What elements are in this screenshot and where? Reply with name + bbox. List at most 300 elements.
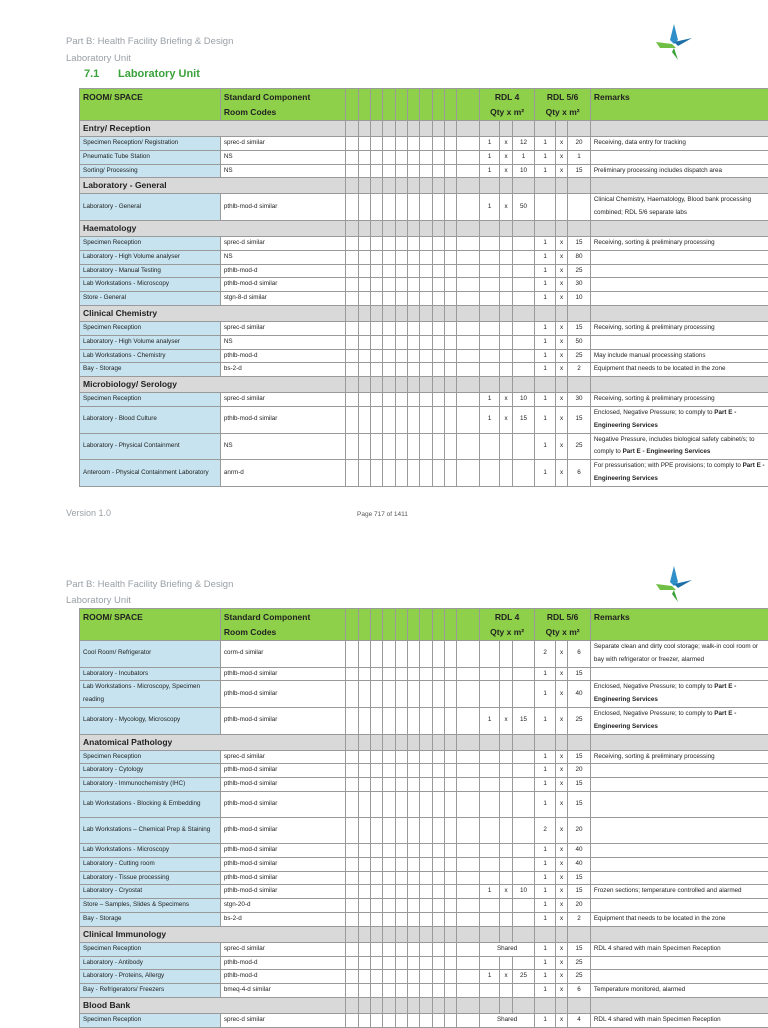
remarks bbox=[590, 681, 768, 708]
blank-cell bbox=[346, 236, 358, 250]
blank-cell bbox=[370, 349, 382, 363]
rdl4-qty bbox=[479, 321, 500, 335]
column-header-code-line2: Room Codes bbox=[224, 105, 342, 120]
remarks bbox=[590, 433, 768, 460]
room-code: pthlb-mod-d bbox=[220, 349, 345, 363]
column-header-rdl56 bbox=[535, 89, 591, 121]
rdl56-times: x bbox=[555, 278, 567, 292]
blank-cell bbox=[457, 885, 480, 899]
room-code: pthlb-mod-d similar bbox=[220, 667, 345, 681]
rdl56-qty: 1 bbox=[535, 843, 556, 857]
room-name: Laboratory - Immunochemistry (IHC) bbox=[80, 778, 221, 792]
group-blank-cell bbox=[444, 734, 456, 750]
rdl4-area bbox=[512, 791, 535, 817]
group-blank-cell bbox=[370, 121, 382, 137]
rdl4-area: 25 bbox=[512, 970, 535, 984]
group-blank-cell bbox=[500, 377, 512, 393]
group-blank-cell bbox=[395, 121, 407, 137]
room-name: Laboratory - General bbox=[80, 194, 221, 221]
remarks bbox=[590, 871, 768, 885]
rdl56-qty: 1 bbox=[535, 433, 556, 460]
group-blank-cell bbox=[590, 997, 768, 1013]
rdl4-times bbox=[500, 817, 512, 843]
blank-cell bbox=[395, 667, 407, 681]
blank-cell bbox=[395, 871, 407, 885]
blank-cell bbox=[457, 349, 480, 363]
group-blank-cell bbox=[432, 377, 444, 393]
blank-cell bbox=[383, 942, 395, 956]
remarks bbox=[590, 843, 768, 857]
group-blank-cell bbox=[383, 220, 395, 236]
group-blank-cell bbox=[535, 377, 556, 393]
remarks-text: Equipment that needs to be located in the zone bbox=[594, 365, 726, 372]
rdl4-area bbox=[512, 321, 535, 335]
room-code: NS bbox=[220, 250, 345, 264]
blank-cell bbox=[457, 750, 480, 764]
room-code: pthlb-mod-d similar bbox=[220, 194, 345, 221]
blank-cell bbox=[407, 194, 419, 221]
table-row bbox=[80, 764, 768, 778]
column-header-blank bbox=[432, 89, 444, 121]
rdl56-area: 25 bbox=[568, 956, 591, 970]
group-blank-cell bbox=[432, 178, 444, 194]
blank-cell bbox=[457, 667, 480, 681]
rdl56-times: x bbox=[555, 843, 567, 857]
blank-cell bbox=[420, 984, 432, 998]
remarks-text: Receiving, sorting & preliminary processing bbox=[594, 395, 715, 402]
group-blank-cell bbox=[590, 305, 768, 321]
table-row bbox=[80, 667, 768, 681]
accommodation-table-page-2 bbox=[79, 608, 768, 1028]
blank-cell bbox=[370, 236, 382, 250]
column-header-rdl56-line1: RDL 5/6 bbox=[538, 90, 587, 105]
blank-cell bbox=[370, 857, 382, 871]
blank-cell bbox=[457, 194, 480, 221]
room-code: bs-2-d bbox=[220, 363, 345, 377]
blank-cell bbox=[383, 349, 395, 363]
blank-cell bbox=[420, 433, 432, 460]
rdl4-qty bbox=[479, 250, 500, 264]
blank-cell bbox=[370, 899, 382, 913]
blank-cell bbox=[358, 764, 370, 778]
blank-cell bbox=[432, 1013, 444, 1027]
blank-cell bbox=[444, 956, 456, 970]
blank-cell bbox=[420, 912, 432, 926]
group-blank-cell bbox=[395, 377, 407, 393]
blank-cell bbox=[457, 641, 480, 668]
group-blank-cell bbox=[420, 377, 432, 393]
blank-cell bbox=[407, 641, 419, 668]
rdl4-qty bbox=[479, 750, 500, 764]
table-row bbox=[80, 264, 768, 278]
rdl56-qty: 1 bbox=[535, 460, 556, 487]
blank-cell bbox=[358, 393, 370, 407]
blank-cell bbox=[395, 137, 407, 151]
rdl56-qty: 1 bbox=[535, 984, 556, 998]
rdl56-times: x bbox=[555, 871, 567, 885]
column-header-room: ROOM/ SPACE bbox=[80, 609, 221, 641]
blank-cell bbox=[395, 707, 407, 734]
group-blank-cell bbox=[568, 178, 591, 194]
blank-cell bbox=[407, 871, 419, 885]
blank-cell bbox=[432, 707, 444, 734]
blank-cell bbox=[358, 871, 370, 885]
column-header-blank bbox=[420, 89, 432, 121]
blank-cell bbox=[395, 236, 407, 250]
blank-cell bbox=[395, 750, 407, 764]
blank-cell bbox=[346, 321, 358, 335]
blank-cell bbox=[444, 885, 456, 899]
rdl4-area bbox=[512, 778, 535, 792]
table-row bbox=[80, 885, 768, 899]
blank-cell bbox=[444, 433, 456, 460]
blank-cell bbox=[444, 460, 456, 487]
group-blank-cell bbox=[568, 305, 591, 321]
group-blank-cell bbox=[395, 926, 407, 942]
group-blank-cell bbox=[555, 734, 567, 750]
group-blank-cell bbox=[358, 220, 370, 236]
table-row bbox=[80, 321, 768, 335]
blank-cell bbox=[457, 707, 480, 734]
rdl4-times bbox=[500, 750, 512, 764]
rdl4-qty bbox=[479, 264, 500, 278]
room-name: Specimen Reception bbox=[80, 393, 221, 407]
column-header-blank bbox=[346, 609, 358, 641]
room-name: Bay - Storage bbox=[80, 912, 221, 926]
blank-cell bbox=[444, 817, 456, 843]
room-code: stgn-20-d bbox=[220, 899, 345, 913]
blank-cell bbox=[420, 150, 432, 164]
blank-cell bbox=[383, 433, 395, 460]
table-row bbox=[80, 433, 768, 460]
blank-cell bbox=[358, 321, 370, 335]
column-header-rdl4-line1: RDL 4 bbox=[483, 90, 532, 105]
rdl4-times bbox=[500, 871, 512, 885]
group-blank-cell bbox=[346, 178, 358, 194]
table-row bbox=[80, 912, 768, 926]
group-blank-cell bbox=[568, 734, 591, 750]
rdl56-area: 25 bbox=[568, 970, 591, 984]
blank-cell bbox=[407, 460, 419, 487]
rdl56-area: 15 bbox=[568, 871, 591, 885]
rdl4-times: x bbox=[500, 137, 512, 151]
rdl4-area bbox=[512, 681, 535, 708]
group-blank-cell bbox=[395, 220, 407, 236]
blank-cell bbox=[370, 750, 382, 764]
group-blank-cell bbox=[346, 997, 358, 1013]
blank-cell bbox=[420, 871, 432, 885]
blank-cell bbox=[457, 250, 480, 264]
group-blank-cell bbox=[358, 305, 370, 321]
rdl4-area: 15 bbox=[512, 707, 535, 734]
remarks-text: Enclosed, Negative Pressure; to comply to bbox=[594, 683, 714, 690]
blank-cell bbox=[432, 335, 444, 349]
column-header-blank bbox=[457, 89, 480, 121]
group-blank-cell bbox=[479, 220, 500, 236]
group-blank-cell bbox=[457, 121, 480, 137]
blank-cell bbox=[444, 984, 456, 998]
rdl56-area: 20 bbox=[568, 817, 591, 843]
group-blank-cell bbox=[358, 178, 370, 194]
group-heading: Anatomical Pathology bbox=[80, 734, 346, 750]
remarks bbox=[590, 335, 768, 349]
group-blank-cell bbox=[370, 220, 382, 236]
column-header-blank bbox=[407, 609, 419, 641]
rdl56-qty: 1 bbox=[535, 899, 556, 913]
blank-cell bbox=[370, 970, 382, 984]
group-blank-cell bbox=[420, 997, 432, 1013]
remarks-text: Receiving, data entry for tracking bbox=[594, 139, 686, 146]
rdl4-area bbox=[512, 335, 535, 349]
blank-cell bbox=[395, 393, 407, 407]
blank-cell bbox=[395, 292, 407, 306]
blank-cell bbox=[444, 150, 456, 164]
rdl4-qty bbox=[479, 956, 500, 970]
group-blank-cell bbox=[479, 997, 500, 1013]
rdl56-area: 20 bbox=[568, 899, 591, 913]
blank-cell bbox=[444, 641, 456, 668]
blank-cell bbox=[370, 250, 382, 264]
room-name: Specimen Reception bbox=[80, 1013, 221, 1027]
remarks bbox=[590, 885, 768, 899]
blank-cell bbox=[370, 264, 382, 278]
group-blank-cell bbox=[358, 377, 370, 393]
rdl56-area: 15 bbox=[568, 885, 591, 899]
blank-cell bbox=[407, 750, 419, 764]
group-heading-row bbox=[80, 305, 768, 321]
rdl56-qty: 1 bbox=[535, 750, 556, 764]
group-heading: Haematology bbox=[80, 220, 346, 236]
blank-cell bbox=[395, 778, 407, 792]
group-blank-cell bbox=[407, 377, 419, 393]
group-blank-cell bbox=[500, 305, 512, 321]
blank-cell bbox=[407, 433, 419, 460]
remarks bbox=[590, 750, 768, 764]
rdl4-qty bbox=[479, 791, 500, 817]
blank-cell bbox=[444, 137, 456, 151]
remarks bbox=[590, 236, 768, 250]
blank-cell bbox=[420, 667, 432, 681]
room-name: Laboratory - Cutting room bbox=[80, 857, 221, 871]
rdl56-times: x bbox=[555, 857, 567, 871]
rdl4-qty bbox=[479, 681, 500, 708]
blank-cell bbox=[457, 956, 480, 970]
rdl4-area: 10 bbox=[512, 164, 535, 178]
blank-cell bbox=[444, 194, 456, 221]
blank-cell bbox=[370, 984, 382, 998]
rdl56-area: 50 bbox=[568, 335, 591, 349]
remarks-bold-reference: Part E - Engineering Services bbox=[594, 409, 736, 429]
rdl4-area bbox=[512, 460, 535, 487]
blank-cell bbox=[395, 349, 407, 363]
room-name: Lab Workstations - Blocking & Embedding bbox=[80, 791, 221, 817]
table-row bbox=[80, 750, 768, 764]
table-row bbox=[80, 1013, 768, 1027]
blank-cell bbox=[346, 912, 358, 926]
table-row bbox=[80, 393, 768, 407]
room-name: Bay - Refrigerators/ Freezers bbox=[80, 984, 221, 998]
blank-cell bbox=[444, 335, 456, 349]
blank-cell bbox=[370, 164, 382, 178]
blank-cell bbox=[457, 406, 480, 433]
group-blank-cell bbox=[395, 305, 407, 321]
room-name: Cool Room/ Refrigerator bbox=[80, 641, 221, 668]
rdl4-times: x bbox=[500, 406, 512, 433]
rdl4-qty bbox=[479, 871, 500, 885]
group-blank-cell bbox=[568, 220, 591, 236]
rdl4-area bbox=[512, 292, 535, 306]
blank-cell bbox=[407, 899, 419, 913]
group-blank-cell bbox=[383, 305, 395, 321]
blank-cell bbox=[383, 292, 395, 306]
group-heading-row bbox=[80, 997, 768, 1013]
rdl4-qty bbox=[479, 857, 500, 871]
blank-cell bbox=[432, 764, 444, 778]
room-name: Lab Workstations – Chemical Prep & Staining bbox=[80, 817, 221, 843]
room-name: Laboratory - Proteins, Allergy bbox=[80, 970, 221, 984]
remarks bbox=[590, 1013, 768, 1027]
blank-cell bbox=[370, 791, 382, 817]
blank-cell bbox=[358, 942, 370, 956]
room-code: sprec-d similar bbox=[220, 321, 345, 335]
blank-cell bbox=[420, 843, 432, 857]
group-blank-cell bbox=[479, 377, 500, 393]
group-blank-cell bbox=[479, 178, 500, 194]
rdl4-area bbox=[512, 912, 535, 926]
rdl4-area bbox=[512, 843, 535, 857]
group-blank-cell bbox=[346, 121, 358, 137]
blank-cell bbox=[407, 164, 419, 178]
blank-cell bbox=[432, 942, 444, 956]
blank-cell bbox=[370, 150, 382, 164]
rdl4-times bbox=[500, 433, 512, 460]
remarks bbox=[590, 970, 768, 984]
room-code: bmeq-4-d similar bbox=[220, 984, 345, 998]
blank-cell bbox=[358, 150, 370, 164]
blank-cell bbox=[383, 885, 395, 899]
blank-cell bbox=[407, 791, 419, 817]
rdl4-qty bbox=[479, 335, 500, 349]
rdl56-qty: 1 bbox=[535, 778, 556, 792]
rdl56-times: x bbox=[555, 984, 567, 998]
rdl56-qty: 1 bbox=[535, 681, 556, 708]
rdl56-times: x bbox=[555, 236, 567, 250]
rdl4-area bbox=[512, 764, 535, 778]
column-header-rdl56-line1: RDL 5/6 bbox=[538, 610, 587, 625]
column-header-blank bbox=[432, 609, 444, 641]
rdl4-area bbox=[512, 750, 535, 764]
blank-cell bbox=[358, 264, 370, 278]
rdl56-qty: 1 bbox=[535, 250, 556, 264]
rdl56-area: 15 bbox=[568, 667, 591, 681]
rdl56-qty: 1 bbox=[535, 393, 556, 407]
rdl56-times: x bbox=[555, 137, 567, 151]
blank-cell bbox=[432, 150, 444, 164]
blank-cell bbox=[444, 292, 456, 306]
table-row bbox=[80, 335, 768, 349]
rdl56-qty: 1 bbox=[535, 363, 556, 377]
column-header-room: ROOM/ SPACE bbox=[80, 89, 221, 121]
blank-cell bbox=[358, 236, 370, 250]
group-blank-cell bbox=[432, 121, 444, 137]
rdl4-shared: Shared bbox=[479, 942, 535, 956]
blank-cell bbox=[444, 707, 456, 734]
group-blank-cell bbox=[512, 734, 535, 750]
blank-cell bbox=[383, 137, 395, 151]
blank-cell bbox=[358, 791, 370, 817]
rdl56-area: 30 bbox=[568, 278, 591, 292]
room-name: Lab Workstations - Microscopy, Specimen reading bbox=[80, 681, 221, 708]
rdl56-area: 10 bbox=[568, 292, 591, 306]
room-name: Anteroom - Physical Containment Laboratory bbox=[80, 460, 221, 487]
rdl56-qty: 1 bbox=[535, 236, 556, 250]
blank-cell bbox=[346, 970, 358, 984]
rdl56-area: 4 bbox=[568, 1013, 591, 1027]
blank-cell bbox=[346, 791, 358, 817]
blank-cell bbox=[383, 264, 395, 278]
rdl56-area: 25 bbox=[568, 349, 591, 363]
group-blank-cell bbox=[568, 377, 591, 393]
room-name: Store – Samples, Slides & Specimens bbox=[80, 899, 221, 913]
rdl4-area bbox=[512, 984, 535, 998]
blank-cell bbox=[420, 1013, 432, 1027]
group-blank-cell bbox=[407, 305, 419, 321]
blank-cell bbox=[457, 942, 480, 956]
rdl56-qty: 1 bbox=[535, 349, 556, 363]
group-blank-cell bbox=[568, 997, 591, 1013]
blank-cell bbox=[346, 164, 358, 178]
group-blank-cell bbox=[457, 926, 480, 942]
group-blank-cell bbox=[420, 305, 432, 321]
group-blank-cell bbox=[432, 734, 444, 750]
blank-cell bbox=[395, 681, 407, 708]
group-blank-cell bbox=[512, 305, 535, 321]
rdl4-area bbox=[512, 857, 535, 871]
group-blank-cell bbox=[535, 926, 556, 942]
blank-cell bbox=[420, 764, 432, 778]
blank-cell bbox=[346, 194, 358, 221]
rdl4-times bbox=[500, 843, 512, 857]
remarks bbox=[590, 667, 768, 681]
room-code: stgn-8-d similar bbox=[220, 292, 345, 306]
rdl4-area bbox=[512, 349, 535, 363]
blank-cell bbox=[432, 164, 444, 178]
table-row bbox=[80, 194, 768, 221]
blank-cell bbox=[432, 912, 444, 926]
rdl56-qty: 1 bbox=[535, 137, 556, 151]
rdl4-times bbox=[500, 764, 512, 778]
group-blank-cell bbox=[479, 305, 500, 321]
table-row bbox=[80, 942, 768, 956]
room-name: Specimen Reception/ Registration bbox=[80, 137, 221, 151]
rdl4-area bbox=[512, 956, 535, 970]
header-subtitle-page-2: Laboratory Unit bbox=[66, 595, 131, 606]
group-blank-cell bbox=[568, 121, 591, 137]
group-blank-cell bbox=[555, 997, 567, 1013]
blank-cell bbox=[358, 137, 370, 151]
column-header-blank bbox=[420, 609, 432, 641]
table-row bbox=[80, 164, 768, 178]
rdl56-qty: 1 bbox=[535, 871, 556, 885]
blank-cell bbox=[370, 460, 382, 487]
organisation-logo-icon bbox=[652, 22, 696, 62]
blank-cell bbox=[358, 970, 370, 984]
blank-cell bbox=[346, 363, 358, 377]
column-header-rdl56 bbox=[535, 609, 591, 641]
blank-cell bbox=[432, 194, 444, 221]
rdl4-times bbox=[500, 641, 512, 668]
room-code: sprec-d similar bbox=[220, 393, 345, 407]
